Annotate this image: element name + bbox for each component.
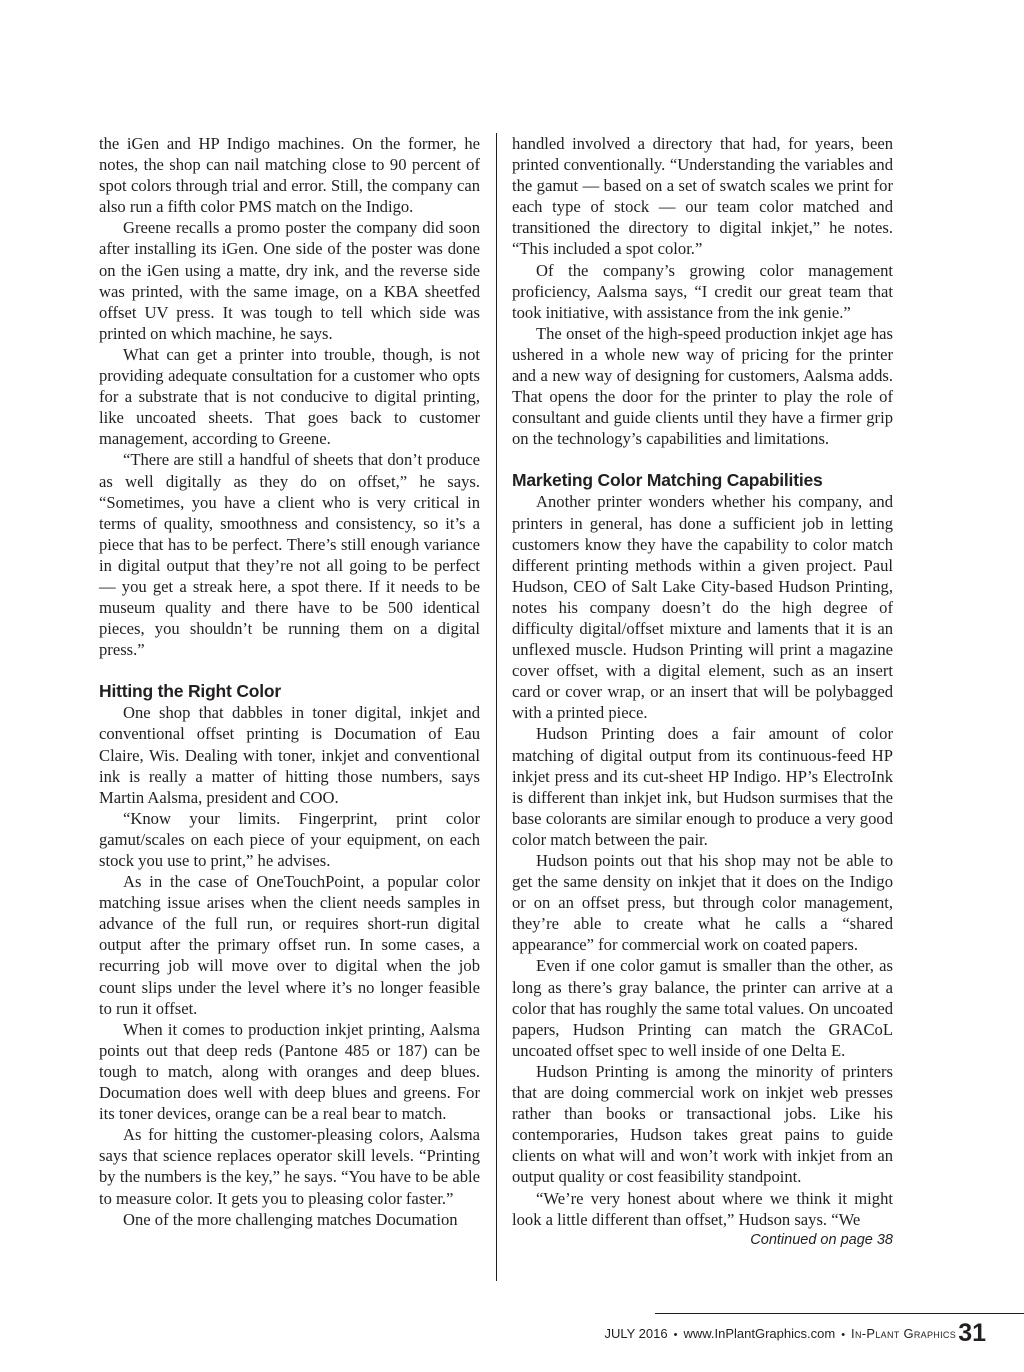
paragraph: As for hitting the customer-pleasing colors, Aalsma says that science replaces operator skill levels. “Printing by the numbers is the key,” he says. “You have to be able to measure color. It gets you to pleasing color faster.” (99, 1125, 480, 1208)
paragraph: When it comes to production inkjet printing, Aalsma points out that deep reds (Pantone 485 or 187) can be tough to match, along with oranges and deep blues. Documation does well with deep blues and greens. For its toner devices, orange can be a real bear to match. (99, 1019, 480, 1124)
paragraph: As in the case of OneTouchPoint, a popular color matching issue arises when the client needs samples in advance of the full run, or requires short-run digital output after the primary offset run. In some cases, a recurring job will move over to digital when the job count slips under the level where it’s no longer feasible to run it offset. (99, 872, 480, 1018)
footer-separator: • (841, 1329, 846, 1341)
paragraph: Hudson points out that his shop may not be able to get the same density on inkjet that it does on the Indigo or on an offset press, but through color management, they’re able to create what he calls a “shared appearance” for commercial work on coated papers. (512, 851, 893, 955)
article-column-left (99, 133, 480, 1230)
paragraph: What can get a printer into trouble, though, is not providing adequate consultation for a customer who opts for a substrate that is not conducive to digital printing, like uncoated sheets. That goes back to customer management, according to Greene. (99, 344, 480, 449)
paragraph: “There are still a handful of sheets that don’t produce as well digitally as they do on offset,” he says. “Sometimes, you have a client who is very critical in terms of quality, smoothness and consistency, so it’s a piece that has to be perfect. There’s still enough variance in digital output that they’re not all going to be perfect — you get a streak here, a spot there. If it needs to be museum quality and there have to be 500 identical pieces, you shouldn’t be running them on a digital press.” (99, 450, 480, 660)
paragraph: Of the company’s growing color management proficiency, Aalsma says, “I credit our great team that took initiative, with assistance from the ink genie.” (512, 260, 893, 322)
paragraph: One shop that dabbles in toner digital, inkjet and conventional offset printing is Documation of Eau Claire, Wis. Dealing with toner, inkjet and conventional ink is really a matter of hitting those numbers, says Martin Aalsma, president and COO. (99, 703, 480, 807)
continued-note (512, 1230, 893, 1251)
page-footer (604, 1320, 956, 1349)
continued-on-page-link: Continued on page 38 (750, 1231, 893, 1248)
paragraph: Hudson Printing is among the minority of printers that are doing commercial work on inkjet web presses rather than books or transactional jobs. Like his contemporaries, Hudson takes great pains to guide clients on what will and won’t work with inkjet from an output quality or cost feasibility standpoint. (512, 1061, 893, 1187)
paragraph: handled involved a directory that had, for years, been printed conventionally. “Understanding the variables and the gamut — based on a set of swatch scales we print for each type of stock — our team color matched and transitioned the directory to digital inkjet,” he notes. “This included a spot color.” (512, 134, 893, 259)
paragraph: One of the more challenging matches Documation (123, 1209, 458, 1229)
footer-rule (655, 1313, 1024, 1314)
paragraph: Greene recalls a promo poster the company did soon after installing its iGen. One side of the poster was done on the iGen using a matte, dry ink, and the reverse side was printed, with the same image, on a KBA sheetfed offset UV press. It was tough to tell which side was printed on which machine, he says. (99, 218, 480, 343)
paragraph: the iGen and HP Indigo machines. On the former, he notes, the shop can nail matching close to 90 percent of spot colors through trial and error. Still, the company can also run a fifth color PMS match on the Indigo. (99, 134, 480, 217)
footer-website: www.InPlantGraphics.com (683, 1326, 836, 1341)
paragraph: “Know your limits. Fingerprint, print color gamut/scales on each piece of your equipment, on each stock you use to print,” he advises. (99, 808, 480, 870)
paragraph: “We’re very honest about where we think it might look a little different than offset,” Hudson says. “We (512, 1188, 893, 1229)
article-column-right (512, 133, 893, 1251)
paragraph: The onset of the high-speed production inkjet age has ushered in a whole new way of pricing for the printer and a new way of designing for customers, Aalsma adds. That opens the door for the printer to play the role of consultant and guide clients until they have a firmer grip on the technology’s capabilities and limitations. (512, 323, 893, 449)
page-number: 31 (958, 1319, 986, 1347)
column-divider (496, 133, 497, 1281)
section-heading-marketing-color-matching: Marketing Color Matching Capabilities (512, 470, 823, 491)
footer-publication: In-Plant Graphics (851, 1326, 956, 1341)
footer-date: JULY 2016 (604, 1326, 668, 1341)
footer-separator: • (673, 1329, 678, 1341)
section-heading-hitting-the-right-color: Hitting the Right Color (99, 681, 282, 702)
paragraph: Even if one color gamut is smaller than the other, as long as there’s gray balance, the printer can arrive at a color that has roughly the same total values. On uncoated papers, Hudson Printing can match the GRACoL uncoated offset spec to well inside of one Delta E. (512, 956, 893, 1060)
paragraph: Another printer wonders whether his company, and printers in general, has done a sufficient job in letting customers know they have the capability to color match different printing methods within a given project. Paul Hudson, CEO of Salt Lake City-based Hudson Printing, notes his company doesn’t do the high degree of difficulty digital/offset mixture and laments that it is an unflexed muscle. Hudson Printing will print a magazine cover offset, with a digital element, such as an insert card or cover wrap, or an insert that will be polybagged with a printed piece. (512, 492, 893, 723)
paragraph: Hudson Printing does a fair amount of color matching of digital output from its continuous-feed HP inkjet press and its cut-sheet HP Indigo. HP’s ElectroInk is different than inkjet ink, but Hudson surmises that the base colorants are similar enough to produce a very good color match between the pair. (512, 724, 893, 849)
